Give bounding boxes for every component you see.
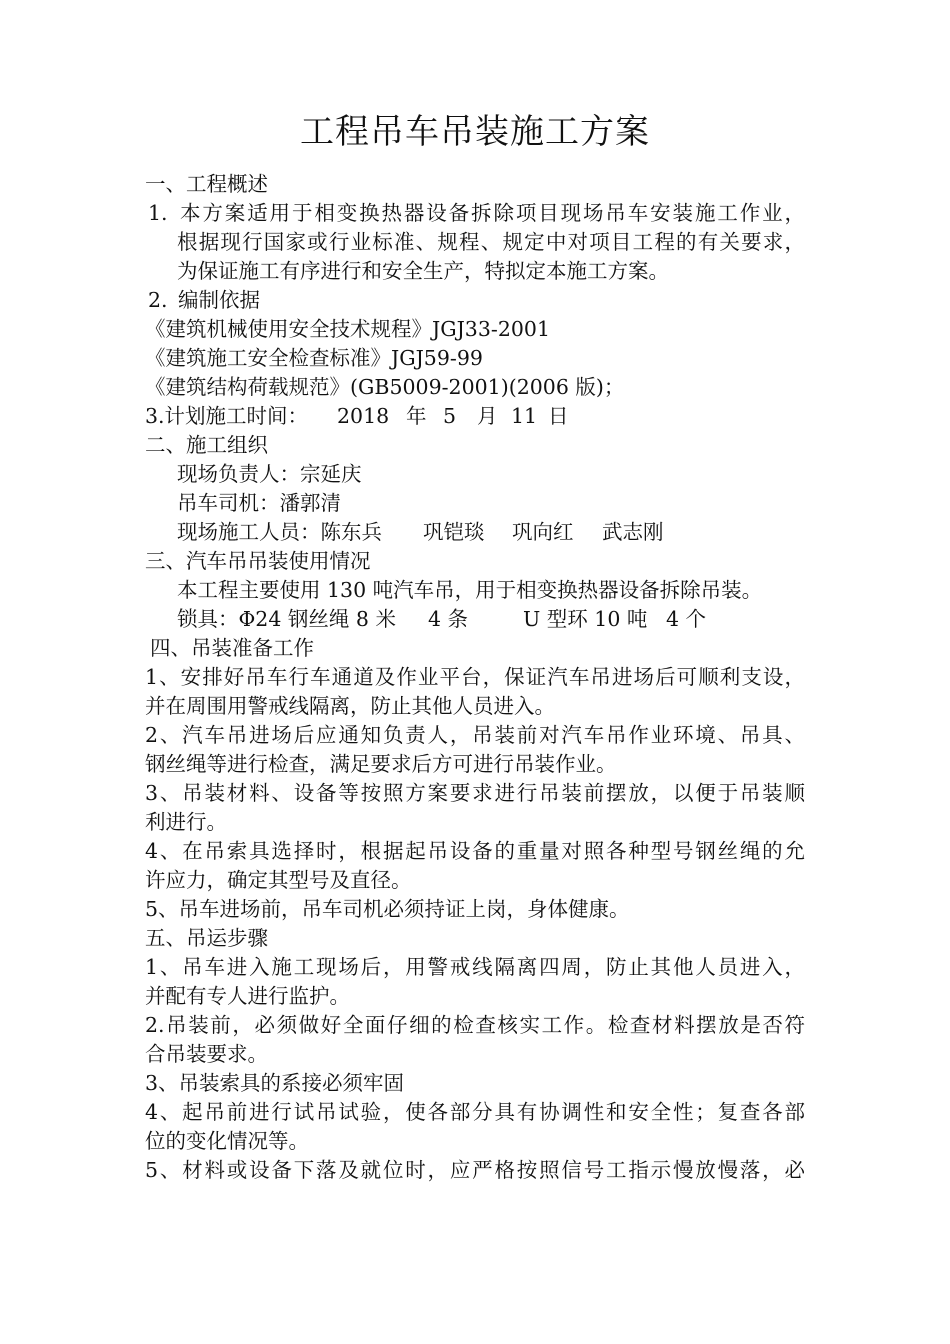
reference-line: 《建筑机械使用安全技术规程》JGJ33-2001 bbox=[145, 317, 550, 341]
paragraph-line: 5、吊车进场前，吊车司机必须持证上岗，身体健康。 bbox=[145, 897, 630, 921]
paragraph-line: 2.吊装前，必须做好全面仔细的检查核实工作。检查材料摆放是否符 bbox=[145, 1013, 805, 1037]
schedule-year: 2018 bbox=[337, 404, 390, 428]
paragraph-line: 3、吊装索具的系接必须牢固 bbox=[145, 1071, 405, 1095]
section-heading: 一、工程概述 bbox=[145, 172, 268, 196]
paragraph-line: 利进行。 bbox=[145, 810, 227, 834]
schedule-month: 5 bbox=[443, 404, 457, 428]
paragraph-line: 4、起吊前进行试吊试验，使各部分具有协调性和安全性；复查各部 bbox=[145, 1100, 805, 1124]
paragraph-line: 许应力，确定其型号及直径。 bbox=[145, 868, 412, 892]
schedule-year-unit: 年 bbox=[406, 404, 427, 428]
crew-name: 武志刚 bbox=[602, 520, 664, 544]
paragraph-line: 2、汽车吊进场后应通知负责人，吊装前对汽车吊作业环境、吊具、 bbox=[145, 723, 805, 747]
page-title: 工程吊车吊装施工方案 bbox=[300, 111, 650, 152]
paragraph-line: 合吊装要求。 bbox=[145, 1042, 268, 1066]
schedule-day: 11 bbox=[511, 404, 538, 428]
paragraph-line: 5、材料或设备下落及就位时，应严格按照信号工指示慢放慢落，必 bbox=[145, 1158, 805, 1182]
section-heading: 三、汽车吊吊装使用情况 bbox=[145, 549, 371, 573]
schedule-month-unit: 月 bbox=[477, 404, 498, 428]
section-heading: 二、施工组织 bbox=[145, 433, 268, 457]
paragraph-line: 并在周围用警戒线隔离，防止其他人员进入。 bbox=[145, 694, 555, 718]
reference-line: 《建筑结构荷载规范》(GB5009-2001)(2006 版)； bbox=[145, 375, 625, 399]
rigging-item: 锁具：Φ24 钢丝绳 8 米 bbox=[177, 607, 396, 631]
rigging-quantity: 4 条 bbox=[428, 607, 469, 631]
paragraph-line: 3、吊装材料、设备等按照方案要求进行吊装前摆放，以便于吊装顺 bbox=[145, 781, 805, 805]
paragraph-line: 并配有专人进行监护。 bbox=[145, 984, 350, 1008]
paragraph-line: 钢丝绳等进行检查，满足要求后方可进行吊装作业。 bbox=[145, 752, 617, 776]
paragraph-line: 现场施工人员：陈东兵 bbox=[177, 520, 382, 544]
section-heading: 四、吊装准备工作 bbox=[150, 636, 314, 660]
section-heading: 五、吊运步骤 bbox=[145, 926, 268, 950]
schedule-label: 3.计划施工时间： bbox=[145, 404, 309, 428]
paragraph-line: 1、安排好吊车行车通道及作业平台，保证汽车吊进场后可顺利支设， bbox=[145, 665, 805, 689]
paragraph-line: 为保证施工有序进行和安全生产，特拟定本施工方案。 bbox=[177, 259, 669, 283]
paragraph-line: 本工程主要使用 130 吨汽车吊，用于相变换热器设备拆除吊装。 bbox=[177, 578, 763, 602]
list-number: 2. bbox=[148, 288, 168, 312]
paragraph-line: 4、在吊索具选择时，根据起吊设备的重量对照各种型号钢丝绳的允 bbox=[145, 839, 805, 863]
crew-name: 巩铠琰 bbox=[423, 520, 485, 544]
subsection-heading: 编制依据 bbox=[178, 288, 260, 312]
crew-name: 巩向红 bbox=[512, 520, 574, 544]
rigging-item: U 型环 10 吨 bbox=[523, 607, 648, 631]
paragraph-line: 位的变化情况等。 bbox=[145, 1129, 309, 1153]
paragraph-line: 1、吊车进入施工现场后，用警戒线隔离四周，防止其他人员进入， bbox=[145, 955, 805, 979]
reference-line: 《建筑施工安全检查标准》JGJ59-99 bbox=[145, 346, 483, 370]
paragraph-line: 吊车司机：潘郭清 bbox=[177, 491, 341, 515]
paragraph-line: 现场负责人：宗延庆 bbox=[177, 462, 362, 486]
rigging-quantity: 4 个 bbox=[666, 607, 707, 631]
paragraph-line: 本方案适用于相变换热器设备拆除项目现场吊车安装施工作业， bbox=[180, 201, 805, 225]
list-number: 1. bbox=[148, 201, 168, 225]
paragraph-line: 根据现行国家或行业标准、规程、规定中对项目工程的有关要求， bbox=[177, 230, 805, 254]
schedule-day-unit: 日 bbox=[548, 404, 569, 428]
